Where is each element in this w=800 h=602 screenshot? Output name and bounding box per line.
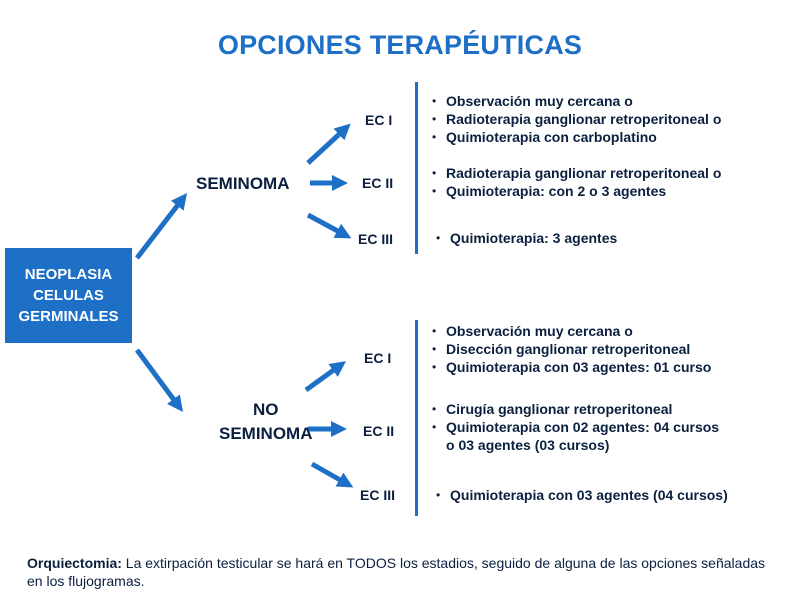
branch-no-seminoma-line-2: SEMINOMA: [219, 424, 313, 443]
option-item: • Quimioterapia con 03 agentes (04 cursos): [436, 486, 728, 504]
option-item: • Observación muy cercana o: [432, 92, 721, 110]
option-item: • Quimioterapia con 03 agentes: 01 curso: [432, 358, 711, 376]
seminoma-stage-ec3: EC III: [358, 231, 394, 247]
option-item: • Quimioterapia: con 2 o 3 agentes: [432, 182, 721, 200]
root-line-1: NEOPLASIA: [24, 266, 113, 283]
page-title: OPCIONES TERAPÉUTICAS: [217, 30, 583, 60]
noseminoma-stage-ec3: EC III: [360, 487, 396, 503]
seminoma-divider: [415, 82, 418, 254]
arrow-seminoma-ec3: [308, 215, 347, 236]
branch-no-seminoma: [219, 398, 313, 446]
seminoma-ec3-options: [436, 229, 617, 247]
seminoma-ec1-options: [432, 92, 721, 146]
noseminoma-stage-ec2: EC II: [363, 423, 395, 439]
option-item: • Cirugía ganglionar retroperitoneal: [432, 400, 719, 418]
arrow-noseminoma-ec3: [312, 464, 349, 485]
noseminoma-ec1-options: [432, 322, 711, 376]
option-item: • Quimioterapia con carboplatino: [432, 128, 721, 146]
seminoma-stage-ec2: EC II: [362, 175, 394, 191]
seminoma-ec2-options: [432, 164, 721, 200]
branch-no-seminoma-line-1: NO: [253, 400, 279, 419]
option-item: • Quimioterapia: 3 agentes: [436, 229, 617, 247]
arrow-root-to-no-seminoma: [137, 350, 180, 408]
option-continuation: o 03 agentes (03 cursos): [446, 437, 610, 453]
arrow-seminoma-ec1: [308, 127, 347, 163]
arrow-root-to-seminoma: [137, 197, 184, 258]
footer-label: Orquiectomia:: [27, 555, 122, 571]
root-line-3: GERMINALES: [18, 308, 119, 325]
option-item: • Disección ganglionar retroperitoneal: [432, 340, 711, 358]
noseminoma-divider: [415, 320, 418, 516]
noseminoma-ec3-options: [436, 486, 728, 504]
branch-seminoma: SEMINOMA: [196, 174, 290, 193]
option-item: • Radioterapia ganglionar retroperitoneal o: [432, 164, 721, 182]
noseminoma-stage-ec1: EC I: [364, 350, 392, 366]
option-item: • Radioterapia ganglionar retroperitoneal o: [432, 110, 721, 128]
footer-note: [27, 554, 777, 590]
arrow-noseminoma-ec1: [306, 364, 342, 390]
root-node-neoplasia: [5, 248, 132, 343]
option-item: • Observación muy cercana o: [432, 322, 711, 340]
seminoma-stage-ec1: EC I: [365, 112, 393, 128]
root-line-2: CELULAS: [33, 287, 104, 304]
option-item: • Quimioterapia con 02 agentes: 04 cursos: [432, 418, 719, 436]
noseminoma-ec2-options: [432, 400, 719, 454]
footer-text: La extirpación testicular se hará en TODOS los estadios, seguido de alguna de las opciones señaladas en los flujogramas.: [27, 555, 766, 589]
